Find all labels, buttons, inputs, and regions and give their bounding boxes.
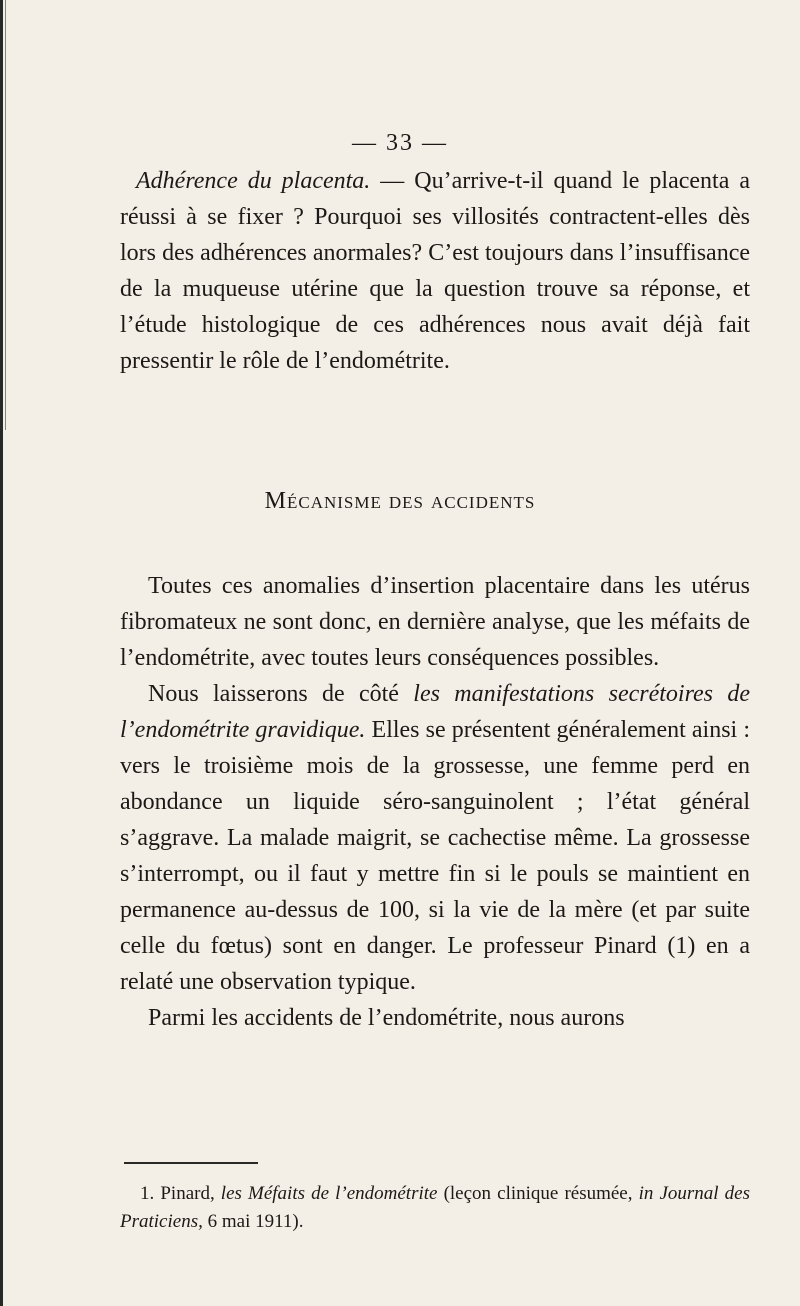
footnote-middle: (leçon clinique résumée, bbox=[437, 1183, 639, 1204]
footnote-after: 6 mai 1911). bbox=[202, 1211, 304, 1232]
paragraph-adherence-title: Adhérence du placenta. bbox=[136, 168, 371, 194]
paragraph-adherence bbox=[120, 163, 750, 379]
footnote-before: 1. Pinard, bbox=[140, 1183, 221, 1204]
paragraph-secretory bbox=[120, 676, 750, 1000]
paragraph-secretory-after: Elles se présentent généralement ainsi : vers le troisième mois de la grossesse, une femme perd en abondance un liquide séro-sanguinolent ; l’état général s’aggrave. La malade maigrit, se cachectise même. La grossesse s’interrompt, ou il faut y mettre fin si le pouls se maintient en permanence au-dessus de 100, si la vie de la mère (et par suite celle du fœtus) sont en danger. Le professeur Pinard (1) en a relaté une observation typique. bbox=[120, 717, 751, 995]
page-edge bbox=[0, 0, 3, 1306]
page-number: — 33 — bbox=[352, 130, 448, 156]
section-heading: Mécanisme des accidents bbox=[264, 488, 536, 514]
paragraph-secretory-italic: les manifestations secrétoires de l’endométrite gravidique. bbox=[120, 681, 751, 743]
footnote-title: les Méfaits de l’endométrite bbox=[220, 1183, 438, 1204]
paragraph-anomalies: Toutes ces anomalies d’insertion placentaire dans les utérus fibromateux ne sont donc, en dernière analyse, que les méfaits de l’endométrite, avec toutes leurs conséquences possibles. bbox=[120, 573, 750, 671]
footnote-journal: in Journal des Praticiens, bbox=[120, 1183, 750, 1232]
footnote bbox=[120, 1180, 750, 1236]
paragraph-secretory-before: Nous laisserons de côté bbox=[148, 681, 414, 707]
paragraph-accidents: Parmi les accidents de l’endométrite, nous aurons bbox=[148, 1005, 625, 1031]
text-block-main bbox=[120, 568, 750, 1036]
text-block-top bbox=[120, 163, 750, 379]
footnote-divider bbox=[124, 1162, 258, 1164]
paragraph-adherence-text: — Qu’arrive-t-il quand le placenta a réussi à se fixer ? Pourquoi ses villosités contractent-elles dès lors des adhérences anormales? C’est toujours dans l’insuffisance de la muqueuse utérine que la question trouve sa réponse, et l’étude histologique de ces adhérences nous avait déjà fait pressentir le rôle de l’endométrite. bbox=[120, 168, 750, 374]
page-edge-shadow bbox=[5, 0, 6, 430]
